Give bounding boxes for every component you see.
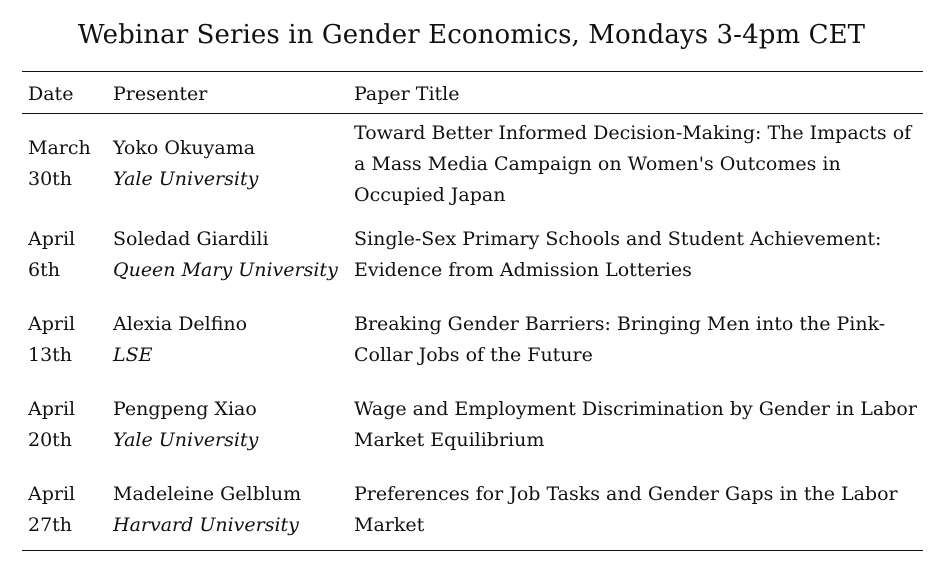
date-cell (28, 133, 91, 195)
date-day: 30th (28, 168, 73, 190)
paper-title-cell: Toward Better Informed Decision-Making: The Impacts of a Mass Media Campaign on Women's Outcomes in Occupied Japan (354, 122, 912, 206)
column-header-paper-title: Paper Title (354, 83, 460, 105)
table-header-rule (22, 113, 923, 114)
presenter-affiliation: Yale University (113, 168, 259, 190)
presenter-affiliation: Yale University (113, 429, 259, 451)
date-month: April (28, 228, 76, 250)
date-day: 27th (28, 514, 73, 536)
date-cell (28, 479, 75, 541)
presenter-name: Madeleine Gelblum (113, 483, 302, 505)
date-day: 20th (28, 429, 73, 451)
presenter-affiliation: Queen Mary University (113, 259, 338, 281)
date-cell (28, 224, 75, 286)
date-cell (28, 309, 75, 371)
presenter-name: Alexia Delfino (113, 313, 248, 335)
presenter-cell (113, 133, 258, 195)
paper-title-cell: Single-Sex Primary Schools and Student Achievement: Evidence from Admission Lotteries (354, 228, 882, 281)
presenter-cell (113, 394, 258, 456)
date-month: March (28, 137, 91, 159)
presenter-cell (113, 224, 338, 286)
presenter-affiliation: Harvard University (113, 514, 299, 536)
presenter-name: Soledad Giardili (113, 228, 269, 250)
paper-title-cell: Breaking Gender Barriers: Bringing Men into the Pink-Collar Jobs of the Future (354, 313, 886, 366)
table-bottom-rule (22, 550, 923, 551)
presenter-name: Pengpeng Xiao (113, 398, 257, 420)
paper-title-cell: Wage and Employment Discrimination by Gender in Labor Market Equilibrium (354, 398, 917, 451)
presenter-cell (113, 309, 247, 371)
paper-title-cell: Preferences for Job Tasks and Gender Gaps in the Labor Market (354, 483, 898, 536)
date-day: 13th (28, 344, 73, 366)
column-header-presenter: Presenter (113, 83, 208, 105)
date-day: 6th (28, 259, 60, 281)
table-top-rule (22, 71, 923, 72)
presenter-name: Yoko Okuyama (113, 137, 256, 159)
presenter-cell (113, 479, 301, 541)
date-month: April (28, 398, 76, 420)
date-cell (28, 394, 75, 456)
page-title: Webinar Series in Gender Economics, Mondays 3-4pm CET (77, 20, 866, 50)
date-month: April (28, 483, 76, 505)
date-month: April (28, 313, 76, 335)
presenter-affiliation: LSE (113, 344, 153, 366)
column-header-date: Date (28, 83, 74, 105)
